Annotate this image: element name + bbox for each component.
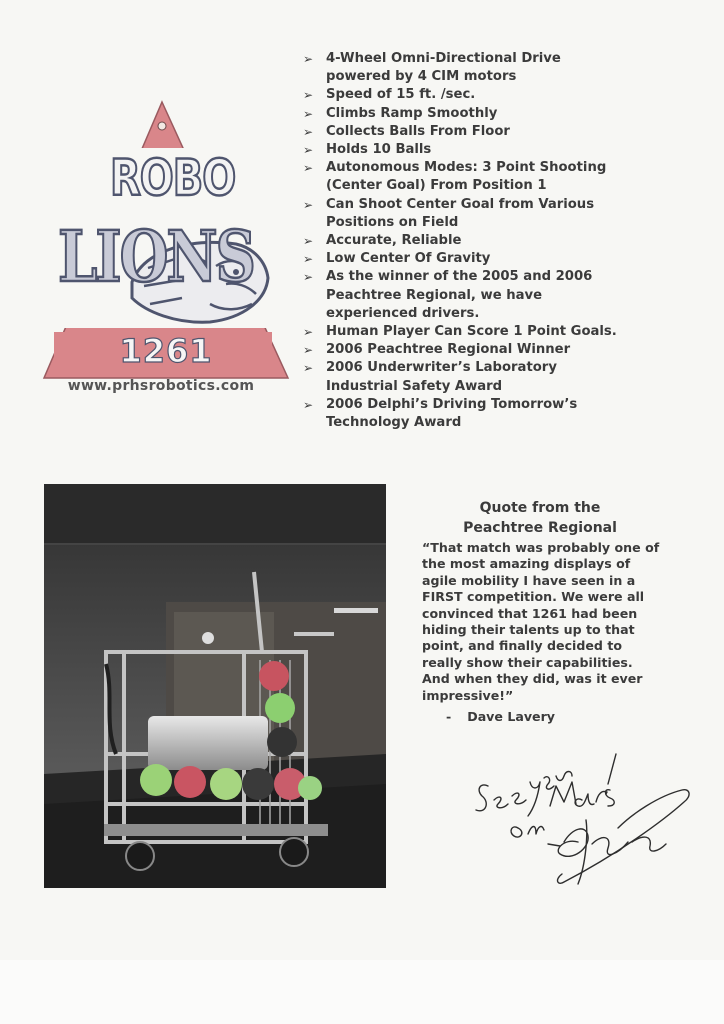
list-item bbox=[300, 196, 660, 232]
list-item bbox=[300, 50, 660, 86]
list-item bbox=[300, 250, 660, 268]
page-bottom-margin bbox=[0, 960, 724, 1024]
list-item bbox=[300, 396, 660, 432]
arrow-bullet-icon: ➢ bbox=[303, 161, 314, 176]
quote-line: And when they did, was it ever bbox=[422, 671, 643, 687]
feature-line: Positions on Field bbox=[326, 214, 459, 230]
list-item bbox=[300, 323, 660, 341]
handwritten-signature bbox=[468, 724, 698, 894]
list-item bbox=[300, 105, 660, 123]
arrow-bullet-icon: ➢ bbox=[303, 52, 314, 66]
feature-line: Low Center Of Gravity bbox=[326, 251, 491, 267]
quote-line: impressive!” bbox=[422, 687, 514, 703]
arrow-bullet-icon: ➢ bbox=[303, 270, 314, 285]
list-item bbox=[300, 268, 660, 323]
quote-line: “That match was probably one of bbox=[422, 540, 660, 555]
arrow-bullet-icon: ➢ bbox=[303, 234, 314, 249]
feature-line: Collects Balls From Floor bbox=[326, 123, 510, 139]
quote-author-name: Dave Lavery bbox=[467, 709, 556, 724]
robot-photo bbox=[44, 484, 386, 888]
feature-line: Speed of 15 ft. /sec. bbox=[326, 87, 476, 103]
arrow-bullet-icon: ➢ bbox=[303, 397, 314, 412]
quote-heading-line: Peachtree Regional bbox=[463, 520, 617, 536]
quote-line: really show their capabilities. bbox=[422, 654, 633, 670]
arrow-bullet-icon: ➢ bbox=[303, 343, 314, 358]
logo-word-top: ROBO bbox=[110, 150, 236, 208]
robot-feature-list bbox=[300, 50, 660, 432]
quote-line: point, and finally decided to bbox=[422, 638, 622, 654]
quote-line: FIRST competition. We were all bbox=[422, 589, 645, 605]
feature-line: Human Player Can Score 1 Point Goals. bbox=[326, 324, 617, 340]
arrow-bullet-icon: ➢ bbox=[303, 325, 314, 340]
feature-line: Peachtree Regional, we have bbox=[326, 287, 543, 303]
list-item bbox=[300, 232, 660, 250]
list-item bbox=[300, 359, 660, 395]
list-item bbox=[300, 341, 660, 359]
quote-line: the most amazing displays of bbox=[422, 556, 631, 572]
list-item bbox=[300, 141, 660, 159]
signature-scribble-icon bbox=[468, 724, 698, 894]
quote-heading bbox=[426, 498, 654, 538]
feature-line: Technology Award bbox=[326, 415, 462, 431]
arrow-bullet-icon: ➢ bbox=[303, 88, 314, 103]
feature-line: 2006 Underwriter’s Laboratory bbox=[326, 360, 557, 376]
list-item bbox=[300, 123, 660, 141]
quote-line: hiding their talents up to that bbox=[422, 622, 635, 638]
feature-line: Industrial Safety Award bbox=[326, 378, 503, 394]
arrow-bullet-icon: ➢ bbox=[303, 252, 314, 267]
feature-line: Autonomous Modes: 3 Point Shooting bbox=[326, 160, 607, 176]
feature-line: Accurate, Reliable bbox=[326, 233, 462, 249]
arrow-bullet-icon: ➢ bbox=[303, 197, 314, 212]
feature-line: 4-Wheel Omni-Directional Drive bbox=[326, 51, 561, 66]
robo-lions-logo bbox=[40, 98, 292, 398]
quote-line: agile mobility I have seen in a bbox=[422, 572, 636, 588]
team-website-url: www.prhsrobotics.com bbox=[67, 378, 255, 394]
list-item bbox=[300, 86, 660, 104]
logo-word-bottom: LIONS bbox=[58, 216, 254, 299]
robot-photo-image bbox=[44, 484, 386, 888]
feature-line: Holds 10 Balls bbox=[326, 142, 432, 158]
feature-line: powered by 4 CIM motors bbox=[326, 69, 517, 85]
arrow-bullet-icon: ➢ bbox=[303, 124, 314, 139]
list-item bbox=[300, 159, 660, 195]
feature-line: 2006 Delphi’s Driving Tomorrow’s bbox=[326, 396, 578, 412]
feature-line: 2006 Peachtree Regional Winner bbox=[326, 342, 571, 358]
quote-attribution bbox=[446, 709, 555, 724]
logo-team-number: 1261 bbox=[119, 332, 213, 370]
feature-line: experienced drivers. bbox=[326, 305, 480, 321]
quote-line: convinced that 1261 had been bbox=[422, 605, 638, 621]
quote-heading-line: Quote from the bbox=[479, 500, 601, 516]
arrow-bullet-icon: ➢ bbox=[303, 143, 314, 158]
quote-body bbox=[422, 540, 682, 704]
feature-line: (Center Goal) From Position 1 bbox=[326, 178, 547, 194]
arrow-bullet-icon: ➢ bbox=[303, 106, 314, 121]
arrow-bullet-icon: ➢ bbox=[303, 361, 314, 376]
feature-line: Can Shoot Center Goal from Various bbox=[326, 196, 595, 212]
attribution-dash: - bbox=[446, 709, 452, 724]
feature-line: As the winner of the 2005 and 2006 bbox=[326, 269, 593, 285]
feature-line: Climbs Ramp Smoothly bbox=[326, 105, 498, 121]
